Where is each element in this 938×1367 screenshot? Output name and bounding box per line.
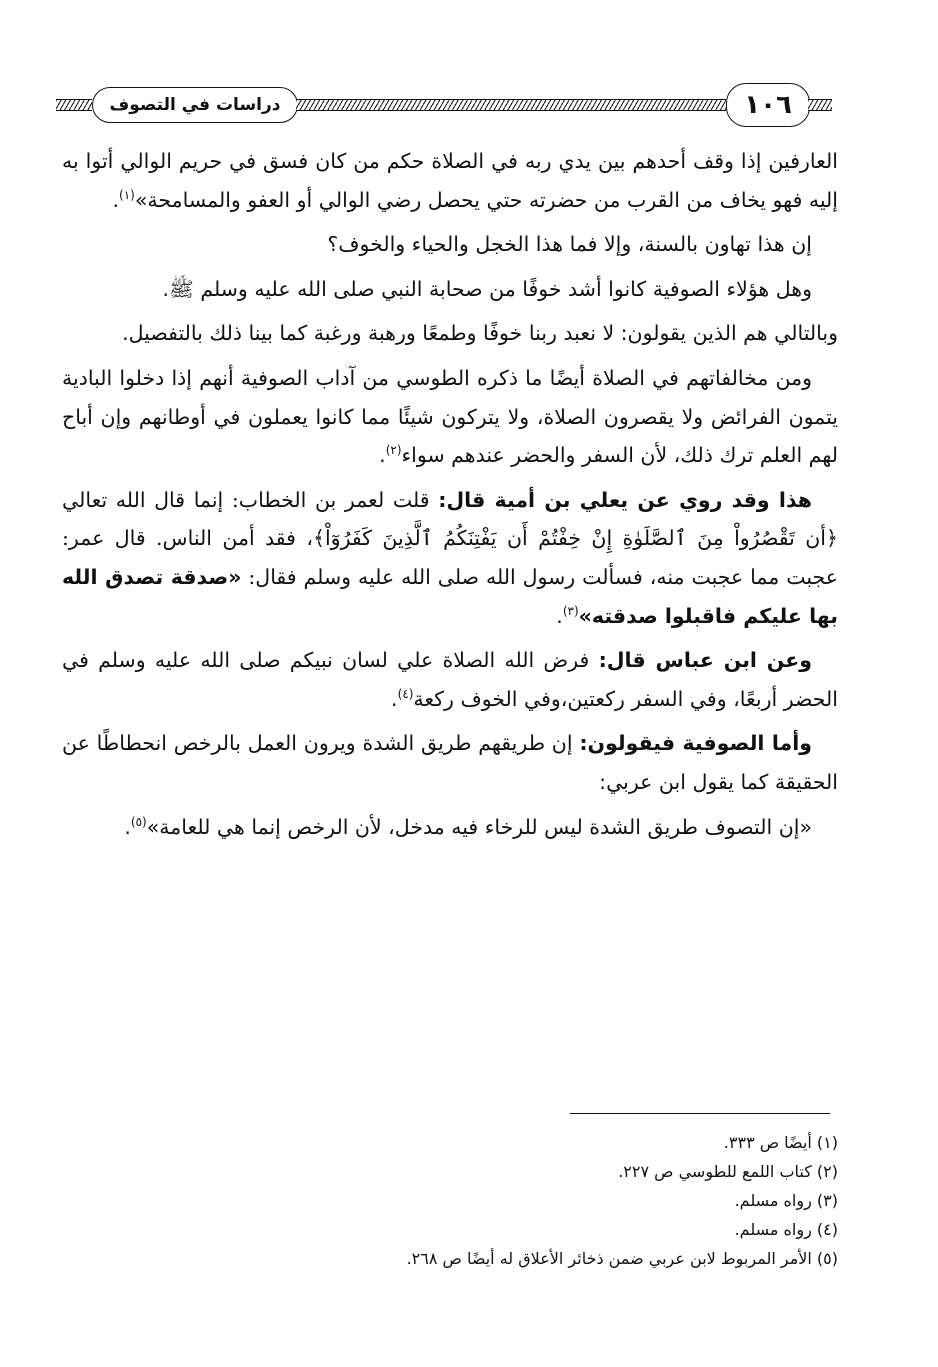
paragraph-lead: هذا وقد روي عن يعلي بن أمية قال: [438, 487, 812, 512]
paragraph [62, 314, 838, 353]
paragraph-tail: . [124, 814, 131, 839]
paragraph [62, 724, 838, 801]
footnote-ref: (٣) [562, 603, 579, 618]
footnote: (٣) رواه مسلم. [734, 1191, 838, 1210]
paragraph-lead: وعن ابن عباس قال: [598, 648, 812, 673]
hadith-quote: «صدقة تصدق الله بها عليكم فاقبلوا صدقته» [62, 564, 838, 628]
header-ornament-middle [296, 99, 726, 111]
page-number: ١٠٦ [726, 83, 810, 127]
footnote-ref: (٥) [130, 814, 147, 829]
paragraph-tail: . [391, 686, 398, 711]
footnote-ref: (٤) [397, 686, 414, 701]
paragraph-text: فرض الله الصلاة علي لسان نبيكم صلى الله عليه وسلم في الحضر أربعًا، وفي السفر ركعتين،وفي الخوف ركعة [62, 648, 838, 711]
paragraph [62, 808, 838, 847]
paragraph [62, 225, 838, 264]
paragraph [62, 142, 838, 219]
footnote: (١) أيضًا ص ٣٣٣. [723, 1133, 838, 1152]
paragraph [62, 641, 838, 718]
footnote: (٤) رواه مسلم. [734, 1220, 838, 1239]
footnote-ref: (٢) [385, 443, 402, 458]
paragraph-text: العارفين إذا وقف أحدهم بين يدي ربه في الصلاة حكم من كان فسق في حريم الوالي أتوا به إليه فهو يخاف من القرب من حضرته حتي يحصل رضي الوالي أو العفو والمسامحة» [62, 149, 838, 212]
paragraph-tail: . [556, 603, 563, 628]
paragraph [62, 481, 838, 635]
paragraph-tail: . [112, 187, 120, 212]
paragraph-text: وبالتالي هم الذين يقولون: لا نعبد ربنا خوفًا وطمعًا ورهبة ورغبة كما بينا ذلك بالتفصيل. [122, 321, 838, 346]
paragraph-text: وهل هؤلاء الصوفية كانوا أشد خوفًا من صحابة النبي صلى الله عليه وسلم ﷺ. [162, 276, 812, 301]
footnote: (٥) الأمر المربوط لابن عربي ضمن ذخائر الأعلاق له أيضًا ص ٢٦٨. [406, 1249, 838, 1268]
paragraph-text: ومن مخالفاتهم في الصلاة أيضًا ما ذكره الطوسي من آداب الصوفية أنهم إذا دخلوا البادية يتمون الفرائض ولا يقصرون الصلاة، ولا يتركون شيئًا مما كانوا يعملون في أوطانهم وإن أباح لهم العلم ترك ذلك، لأن السفر والحضر عندهم سواء [62, 365, 838, 468]
running-header [56, 82, 832, 128]
paragraph-lead: وأما الصوفية فيقولون: [579, 731, 812, 756]
footnote-separator [570, 1113, 830, 1114]
paragraph-tail: . [379, 443, 386, 468]
footnotes [62, 1128, 838, 1273]
footnote-ref: (١) [119, 187, 135, 202]
paragraph-text: «إن التصوف طريق الشدة ليس للرخاء فيه مدخل، لأن الرخص إنما هي للعامة» [146, 814, 812, 839]
paragraph-text: قلت لعمر بن الخطاب: إنما قال الله تعالي ﴿أن تَقْصُرُواْ مِنَ ٱلصَّلَوٰةِ إِنْ خِفْتُمْ أَن يَفْتِنَكُمُ ٱلَّذِينَ كَفَرُوٓاْ﴾، فقد أمن الناس. قال عمر: عجبت مما عجبت منه، فسألت رسول الله صلى الله عليه وسلم فقال: [62, 487, 838, 589]
paragraph-text: إن طريقهم طريق الشدة ويرون العمل بالرخص انحطاطًا عن الحقيقة كما يقول ابن عربي: [62, 731, 838, 794]
header-ornament-left [56, 99, 92, 111]
paragraph [62, 359, 838, 475]
main-text [62, 142, 838, 852]
paragraph-text: إن هذا تهاون بالسنة، وإلا فما هذا الخجل والحياء والخوف؟ [327, 232, 812, 257]
footnote: (٢) كتاب اللمع للطوسي ص ٢٢٧. [618, 1162, 838, 1181]
book-title: دراسات في التصوف [92, 87, 298, 123]
paragraph [62, 270, 838, 309]
header-ornament-right [808, 99, 832, 111]
